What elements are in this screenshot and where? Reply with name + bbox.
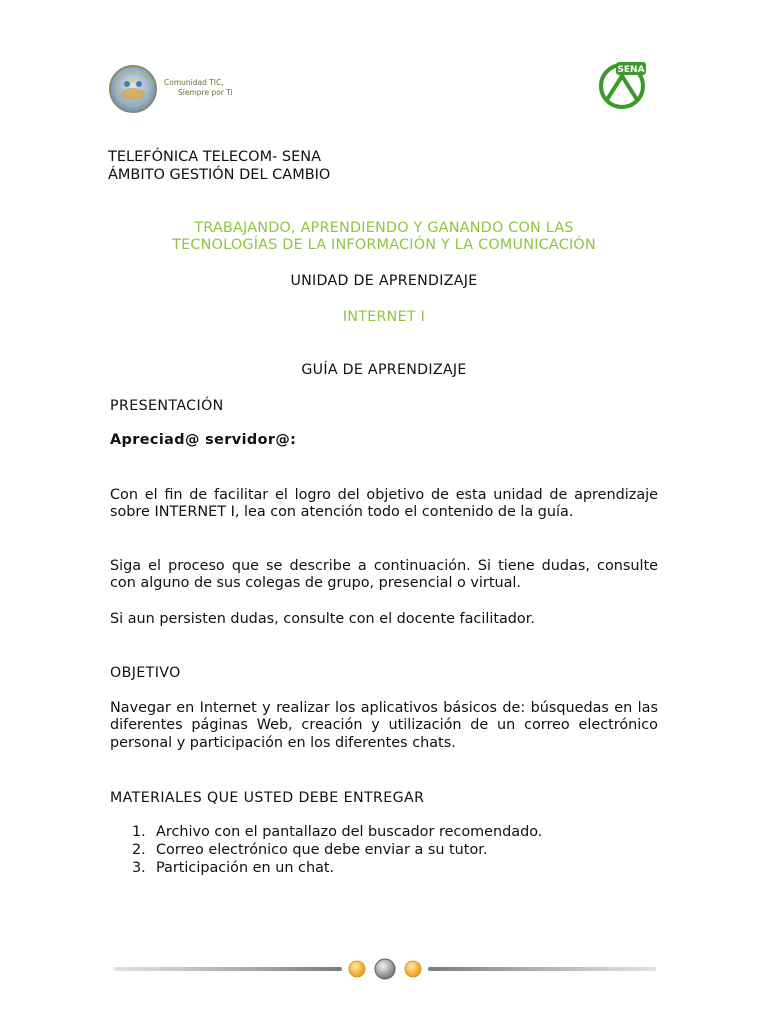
materials-list <box>132 823 652 877</box>
footer-line-right <box>428 967 656 971</box>
presentation-paragraph-1: Con el fin de facilitar el logro del objetivo de esta unidad de aprendizaje sobre INTERNET I, lea con atención todo el contenido de la guía. <box>110 487 658 521</box>
logo-text-line1: Comunidad TIC, <box>164 78 224 87</box>
greeting: Apreciad@ servidor@: <box>110 432 297 448</box>
presentation-paragraph-3: Si aun persisten dudas, consulte con el docente facilitador. <box>110 611 535 627</box>
title-line-2: TECNOLOGÍAS DE LA INFORMACIÓN Y LA COMUNICACIÓN <box>172 236 596 253</box>
list-item-text: Correo electrónico que debe enviar a su tutor. <box>156 842 488 858</box>
footer-line-left <box>114 967 342 971</box>
footer-decoration <box>114 956 656 982</box>
list-item-number: 3. <box>132 860 146 876</box>
list-item-text: Participación en un chat. <box>156 860 335 876</box>
objective-text: Navegar en Internet y realizar los aplicativos básicos de: búsquedas en las diferentes páginas Web, creación y utilización de un correo electrónico personal y participación en los diferentes chats. <box>110 700 658 751</box>
unit-heading: UNIDAD DE APRENDIZAJE <box>290 273 478 289</box>
footer-orange-dot-icon <box>405 961 421 977</box>
list-item-number: 1. <box>132 824 146 840</box>
presentation-paragraph-2: Siga el proceso que se describe a continuación. Si tiene dudas, consulte con alguno de sus colegas de grupo, presencial o virtual. <box>110 558 658 592</box>
list-item-number: 2. <box>132 842 146 858</box>
footer-orange-dot-icon <box>349 961 365 977</box>
guide-heading: GUÍA DE APRENDIZAJE <box>301 362 467 378</box>
unit-name: INTERNET I <box>342 309 426 325</box>
title-line-1: TRABAJANDO, APRENDIENDO Y GANANDO CON LAS <box>194 220 574 236</box>
comunidad-tic-seal-icon <box>108 64 158 114</box>
materials-heading: MATERIALES QUE USTED DEBE ENTREGAR <box>110 790 425 806</box>
document-title <box>90 220 678 253</box>
list-item <box>132 841 652 859</box>
objective-heading: OBJETIVO <box>110 665 181 681</box>
presentation-heading: PRESENTACIÓN <box>110 398 224 414</box>
organization-block <box>108 148 330 184</box>
sena-logo-text: SENA <box>617 65 645 76</box>
list-item <box>132 859 652 877</box>
org-line-2: ÁMBITO GESTIÓN DEL CAMBIO <box>108 167 331 183</box>
sena-logo <box>594 58 654 110</box>
footer-gray-dot-icon <box>375 959 395 979</box>
org-line-1: TELEFÓNICA TELECOM- SENA <box>108 149 322 165</box>
comunidad-tic-logo <box>108 64 258 114</box>
logo-text-line2: Siempre por Ti <box>178 88 233 97</box>
list-item <box>132 823 652 841</box>
list-item-text: Archivo con el pantallazo del buscador recomendado. <box>156 824 543 840</box>
